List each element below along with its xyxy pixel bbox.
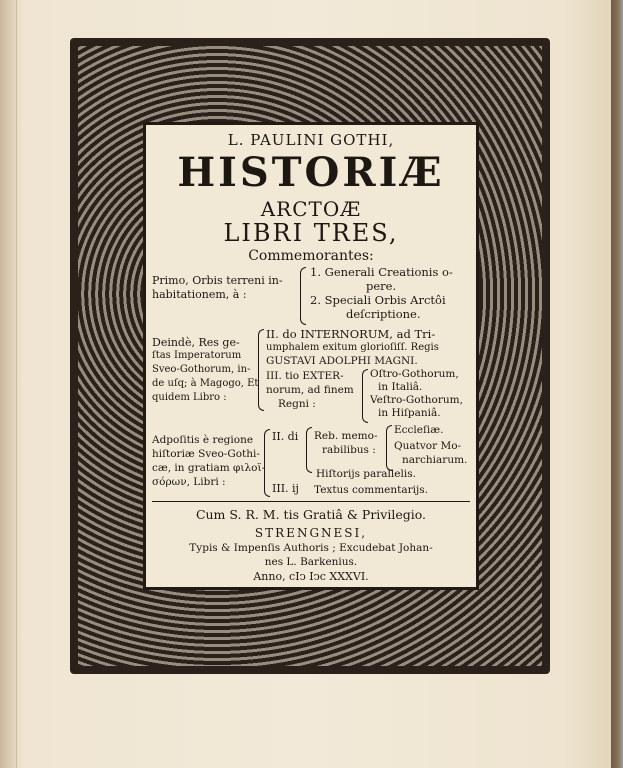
brace-1 <box>300 267 306 325</box>
title-panel <box>143 122 479 590</box>
section3-line-2: Textus commentarijs. <box>314 484 428 496</box>
section2-left-3: Sveo-Gothorum, in- <box>152 364 251 375</box>
imprint-year: Anno, cIↄ Iↄc XXXVI. <box>253 570 369 583</box>
section2-right-a-1: II. do INTERNORUM, ad Tri- <box>266 327 436 341</box>
book-cover-edge <box>611 0 623 768</box>
brace-2 <box>258 329 264 411</box>
author-line: L. PAULINI GOTHI, <box>227 131 395 149</box>
imprint-privilege: Cum S. R. M. tis Gratiâ & Privilegio. <box>195 507 427 522</box>
subtitle-libri-tres: LIBRI TRES, <box>223 219 399 247</box>
section2-left-4: de uſq; à Magogo, Et <box>152 378 259 389</box>
section2-right-b-left-2: norum, ad finem <box>266 384 354 396</box>
section2-right-a-2: umphalem exitum glorioſiſſ. Regis <box>266 342 439 353</box>
section2-right-b-left-3: Regni : <box>278 398 316 410</box>
section1-right-4: deſcriptione. <box>346 307 421 321</box>
brace-5 <box>306 427 312 473</box>
imprint-place: STRENGNESI, <box>254 526 368 540</box>
section2-left-2: ſtas Imperatorum <box>152 350 242 361</box>
section3-mid-2: III. ij <box>272 482 299 495</box>
brace-3 <box>362 369 368 423</box>
section2-right-b-right-4: in Hiſpaniâ. <box>378 407 441 419</box>
section3-left-4: σόρων, Libri : <box>152 476 226 488</box>
section3-mid2-1: Reb. memo- <box>314 430 378 442</box>
section1-right-2: pere. <box>366 279 397 293</box>
section3-line-1: Hiſtorijs parallelis. <box>316 468 416 480</box>
section2-left-1: Deindè, Res ge- <box>152 336 240 349</box>
section2-right-b-right-2: in Italiâ. <box>378 381 423 393</box>
imprint-printer-1: Typis & Impenſis Authoris ; Excudebat Johan- <box>189 542 433 554</box>
section3-left-2: hiſtoriæ Sveo-Gothi- <box>152 448 260 460</box>
section1-right-1: 1. Generali Creationis o- <box>310 265 453 279</box>
section2-left-5: quidem Libro : <box>152 392 227 403</box>
section1-left-1: Primo, Orbis terreni in- <box>152 274 283 287</box>
subtitle-commemorantes: Commemorantes: <box>248 248 374 264</box>
section3-right-1: Eccleſiæ. <box>394 424 444 436</box>
section3-mid-1: II. di <box>272 430 299 443</box>
book-spine-edge <box>0 0 17 768</box>
subtitle-arctoae: ARCTOÆ <box>260 197 362 221</box>
section2-right-b-right-1: Oſtro-Gothorum, <box>370 368 459 380</box>
section2-right-a-3: GUSTAVI ADOLPHI MAGNI. <box>266 355 418 367</box>
section3-right-2: Quatvor Mo- <box>394 440 462 452</box>
imprint-printer-2: nes L. Barkenius. <box>264 556 358 568</box>
section2-right-b-right-3: Veſtro-Gothorum, <box>370 394 463 406</box>
section3-left-1: Adpoſitis è regione <box>152 434 254 446</box>
section2-right-b-left-1: III. tio EXTER- <box>266 370 344 382</box>
section3-right-3: narchiarum. <box>402 454 468 466</box>
section3-left-3: cæ, in gratiam φιλοϊ- <box>152 462 266 474</box>
divider-rule <box>152 501 470 502</box>
section1-right-3: 2. Speciali Orbis Arctôi <box>310 293 446 307</box>
section1-left-2: habitationem, à : <box>152 288 247 301</box>
brace-6 <box>386 425 392 471</box>
main-title: HISTORIÆ <box>177 149 445 196</box>
section3-mid2-2: rabilibus : <box>322 444 376 456</box>
brace-4 <box>264 429 270 497</box>
